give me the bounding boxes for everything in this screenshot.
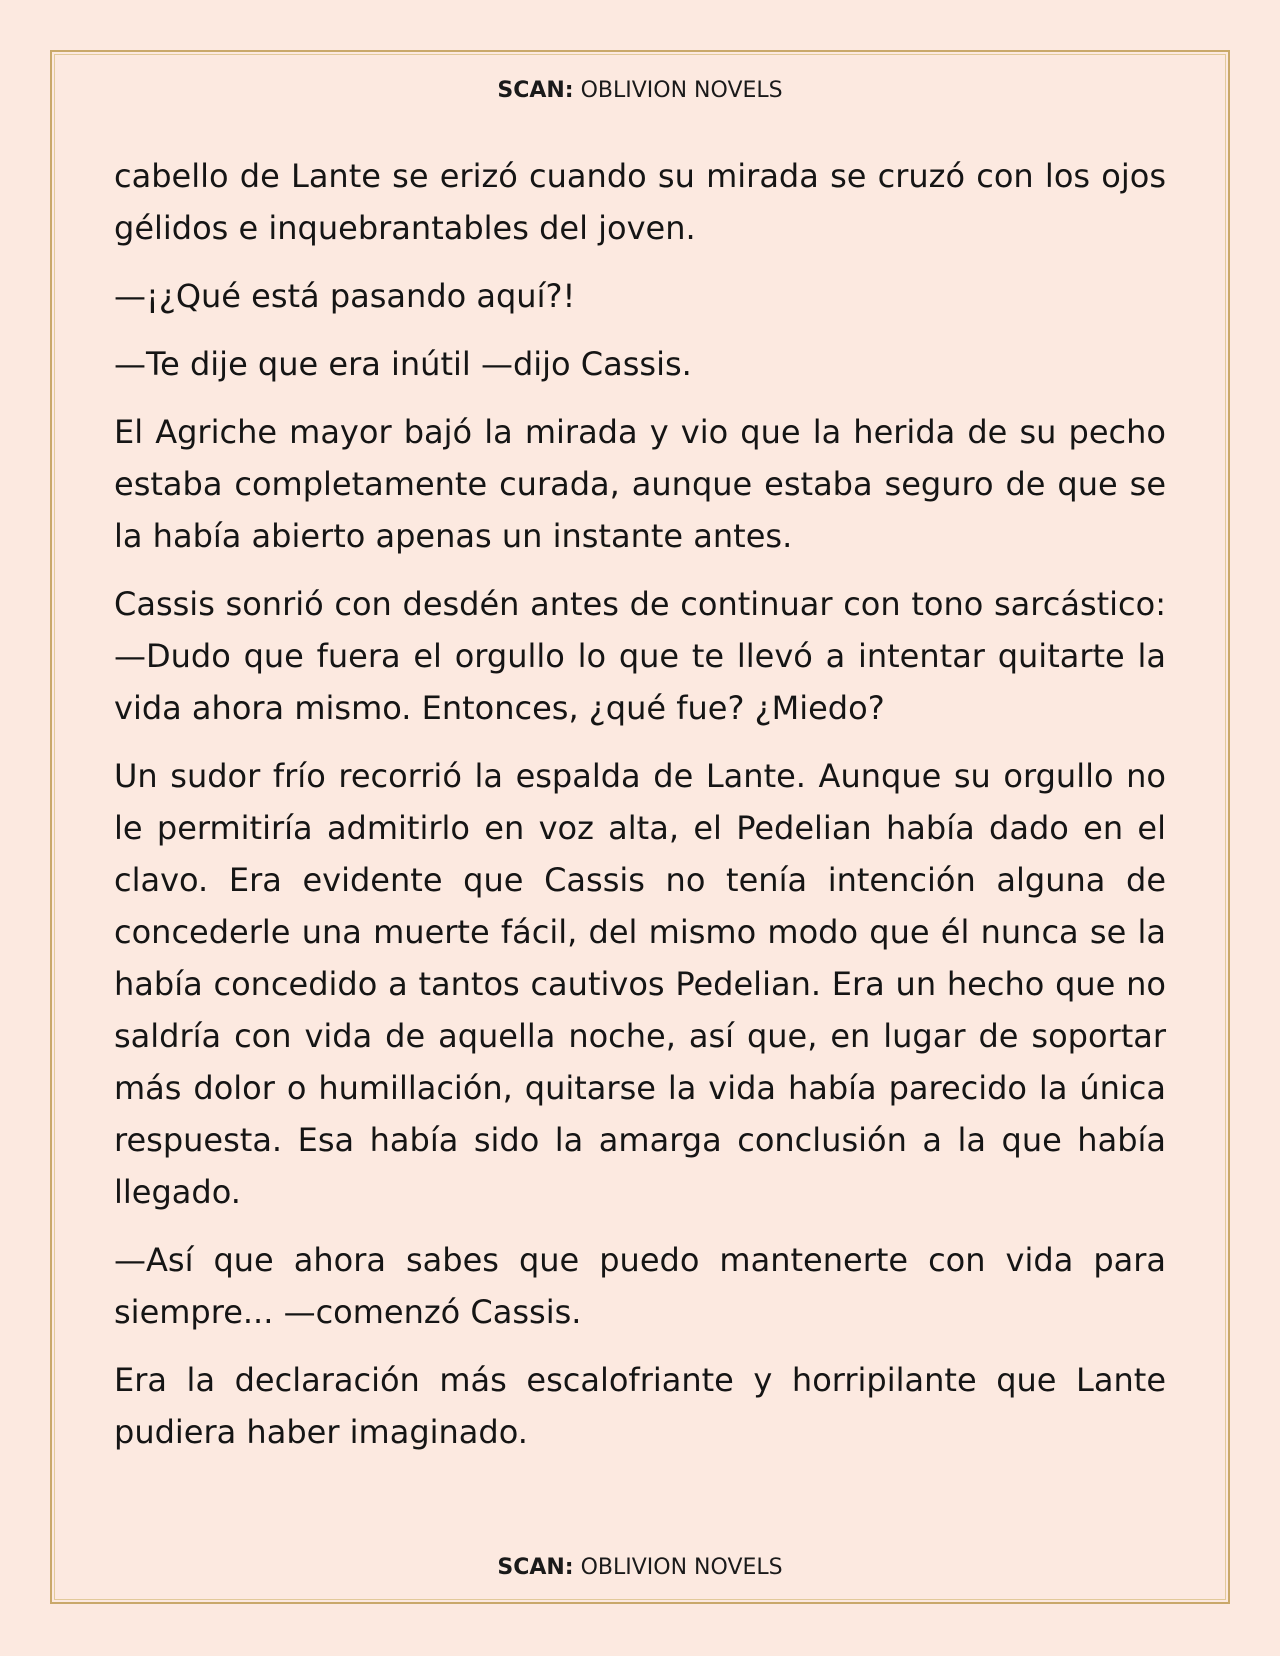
paragraph: El Agriche mayor bajó la mirada y vio que la herida de su pecho estaba completamente curada, aunque estaba seguro de que se la había abierto apenas un instante antes. — [114, 413, 1166, 555]
body-text — [114, 150, 1166, 1474]
footer-scan-label: SCAN: — [497, 1555, 574, 1580]
page-frame — [50, 50, 1230, 1604]
header-scan-label: SCAN: — [497, 78, 574, 103]
footer-source: OBLIVION NOVELS — [580, 1555, 783, 1580]
paragraph: —¡¿Qué está pasando aquí?! — [114, 277, 576, 315]
paragraph: Era la declaración más escalofriante y horripilante que Lante pudiera haber imaginado. — [114, 1361, 1166, 1451]
paragraph: Cassis sonrió con desdén antes de continuar con tono sarcástico: —Dudo que fuera el orgullo lo que te llevó a intentar quitarte la vida ahora mismo. Entonces, ¿qué fue? ¿Miedo? — [114, 585, 1166, 727]
header-source: OBLIVION NOVELS — [580, 78, 783, 103]
paragraph: —Así que ahora sabes que puedo mantenerte con vida para siempre... —comenzó Cassis. — [114, 1241, 1166, 1331]
paragraph: Un sudor frío recorrió la espalda de Lante. Aunque su orgullo no le permitiría admitirlo en voz alta, el Pedelian había dado en el clavo. Era evidente que Cassis no tenía intención alguna de concederle una muerte fácil, del mismo modo que él nunca se la había concedido a tantos cautivos Pedelian. Era un hecho que no saldría con vida de aquella noche, así que, en lugar de soportar más dolor o humillación, quitarse la vida había parecido la única respuesta. Esa había sido la amarga conclusión a la que había llegado. — [114, 757, 1166, 1211]
paragraph: —Te dije que era inútil —dijo Cassis. — [114, 345, 692, 383]
page-header — [52, 78, 1228, 103]
page-footer — [52, 1555, 1228, 1580]
paragraph: cabello de Lante se erizó cuando su mirada se cruzó con los ojos gélidos e inquebrantables del joven. — [114, 157, 1166, 247]
